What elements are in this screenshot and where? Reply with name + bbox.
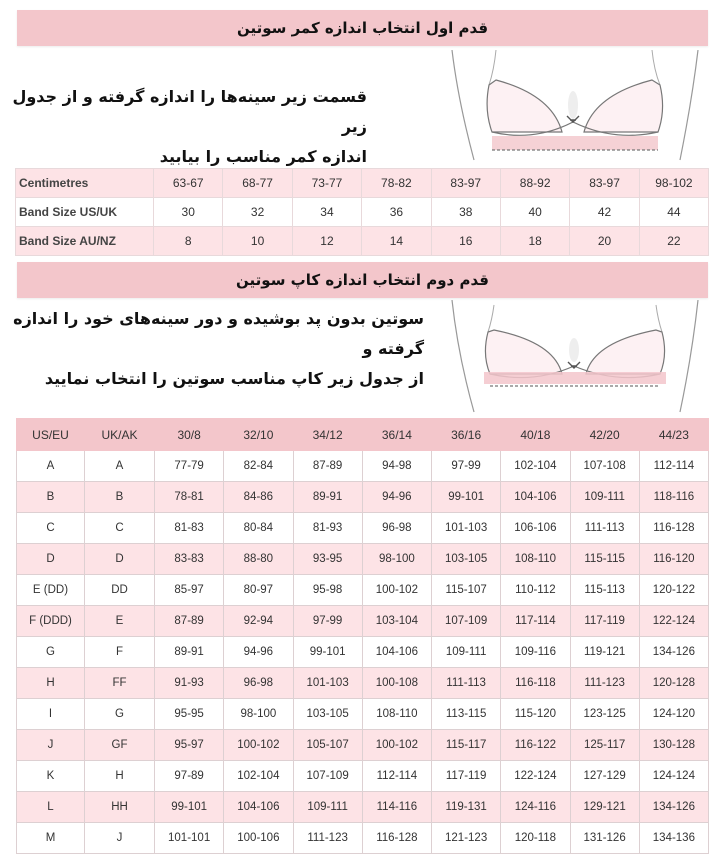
- band-cell: 32: [223, 198, 292, 227]
- cup-cell: 101-103: [432, 513, 501, 544]
- cup-cell: 125-117: [570, 730, 639, 761]
- cup-cell: 117-114: [501, 606, 570, 637]
- cup-cell: 87-89: [155, 606, 224, 637]
- cup-cell: 113-115: [432, 699, 501, 730]
- cup-cell: 87-89: [293, 451, 362, 482]
- cup-cell: 123-125: [570, 699, 639, 730]
- step2-line1: سوتین بدون پد بوشیده و دور سینه‌های خود را اندازه گرفته و: [13, 309, 424, 358]
- band-cell: 44: [639, 198, 708, 227]
- step2-line2: از جدول زیر کاپ مناسب سوتین را انتخاب نمایید: [44, 369, 424, 388]
- cup-cell: H: [85, 761, 155, 792]
- cup-cell: 100-102: [362, 730, 431, 761]
- cup-cell: 104-106: [224, 792, 293, 823]
- cup-column-header: 30/8: [155, 419, 224, 451]
- cup-cell: 83-83: [155, 544, 224, 575]
- cup-cell: E: [85, 606, 155, 637]
- cup-cell: 84-86: [224, 482, 293, 513]
- cup-cell: 101-103: [293, 668, 362, 699]
- cup-cell: K: [17, 761, 85, 792]
- cup-cell: F: [85, 637, 155, 668]
- cup-cell: 116-122: [501, 730, 570, 761]
- cup-cell: 116-128: [639, 513, 708, 544]
- band-cell: 40: [500, 198, 569, 227]
- cup-cell: 130-128: [639, 730, 708, 761]
- cup-cell: 131-126: [570, 823, 639, 854]
- band-cell: 73-77: [292, 169, 361, 198]
- band-table-row: [16, 169, 709, 198]
- cup-cell: 117-119: [570, 606, 639, 637]
- cup-cell: 80-97: [224, 575, 293, 606]
- cup-cell: 110-112: [501, 575, 570, 606]
- band-cell: 14: [362, 227, 431, 256]
- cup-cell: 97-99: [293, 606, 362, 637]
- cup-table-row: [17, 668, 709, 699]
- cup-cell: 104-106: [362, 637, 431, 668]
- cup-cell: 97-89: [155, 761, 224, 792]
- band-cell: 10: [223, 227, 292, 256]
- band-cell: 20: [570, 227, 639, 256]
- band-cell: 83-97: [570, 169, 639, 198]
- cup-cell: 115-107: [432, 575, 501, 606]
- cup-cell: 81-93: [293, 513, 362, 544]
- cup-cell: 80-84: [224, 513, 293, 544]
- cup-cell: 116-120: [639, 544, 708, 575]
- cup-cell: 102-104: [501, 451, 570, 482]
- cup-cell: 121-123: [432, 823, 501, 854]
- cup-table-row: [17, 513, 709, 544]
- band-row-label: Band Size US/UK: [16, 198, 154, 227]
- cup-cell: 116-128: [362, 823, 431, 854]
- cup-column-header: 40/18: [501, 419, 570, 451]
- cup-cell: 107-108: [570, 451, 639, 482]
- cup-cell: 98-100: [224, 699, 293, 730]
- cup-cell: 107-109: [432, 606, 501, 637]
- band-cell: 88-92: [500, 169, 569, 198]
- cup-cell: 95-95: [155, 699, 224, 730]
- cup-column-header: 36/16: [432, 419, 501, 451]
- cup-cell: 101-101: [155, 823, 224, 854]
- band-cell: 18: [500, 227, 569, 256]
- cup-cell: 77-79: [155, 451, 224, 482]
- band-cell: 8: [154, 227, 223, 256]
- cup-cell: 120-128: [639, 668, 708, 699]
- cup-cell: 94-98: [362, 451, 431, 482]
- cup-table-row: [17, 451, 709, 482]
- cup-cell: 115-120: [501, 699, 570, 730]
- cup-cell: 106-106: [501, 513, 570, 544]
- cup-cell: B: [17, 482, 85, 513]
- band-table-row: [16, 227, 709, 256]
- band-cell: 78-82: [362, 169, 431, 198]
- cup-cell: 124-120: [639, 699, 708, 730]
- cup-cell: J: [85, 823, 155, 854]
- cup-cell: F (DDD): [17, 606, 85, 637]
- step2-title-banner: [17, 262, 708, 298]
- band-cell: 63-67: [154, 169, 223, 198]
- band-cell: 12: [292, 227, 361, 256]
- band-table-row: [16, 198, 709, 227]
- cup-table-row: [17, 544, 709, 575]
- band-size-table: [15, 168, 709, 256]
- cup-cell: 92-94: [224, 606, 293, 637]
- band-cell: 68-77: [223, 169, 292, 198]
- cup-cell: L: [17, 792, 85, 823]
- band-cell: 42: [570, 198, 639, 227]
- cup-cell: B: [85, 482, 155, 513]
- cup-cell: 82-84: [224, 451, 293, 482]
- cup-cell: 105-107: [293, 730, 362, 761]
- cup-column-header: 32/10: [224, 419, 293, 451]
- cup-cell: 96-98: [224, 668, 293, 699]
- cup-cell: 91-93: [155, 668, 224, 699]
- step1-title: قدم اول انتخاب اندازه کمر سوتین: [236, 19, 489, 37]
- cup-cell: 109-111: [570, 482, 639, 513]
- cup-cell: 124-116: [501, 792, 570, 823]
- cup-cell: 115-117: [432, 730, 501, 761]
- cup-size-table: [16, 418, 709, 854]
- cup-cell: 89-91: [155, 637, 224, 668]
- cup-cell: 116-118: [501, 668, 570, 699]
- cup-column-header: 44/23: [639, 419, 708, 451]
- band-cell: 34: [292, 198, 361, 227]
- cup-cell: 111-113: [570, 513, 639, 544]
- cup-cell: 100-102: [224, 730, 293, 761]
- cup-cell: A: [85, 451, 155, 482]
- band-cell: 36: [362, 198, 431, 227]
- step1-line2: اندازه کمر مناسب را بیابید: [159, 147, 367, 166]
- band-row-label: Band Size AU/NZ: [16, 227, 154, 256]
- cup-cell: GF: [85, 730, 155, 761]
- band-row-label: Centimetres: [16, 169, 154, 198]
- cup-cell: E (DD): [17, 575, 85, 606]
- cup-cell: 122-124: [639, 606, 708, 637]
- cup-cell: 96-98: [362, 513, 431, 544]
- step1-title-banner: [17, 10, 708, 46]
- cup-column-header: UK/AK: [85, 419, 155, 451]
- cup-cell: 109-116: [501, 637, 570, 668]
- cup-cell: 94-96: [224, 637, 293, 668]
- cup-cell: J: [17, 730, 85, 761]
- cup-column-header: 36/14: [362, 419, 431, 451]
- cup-cell: 100-102: [362, 575, 431, 606]
- cup-cell: 127-129: [570, 761, 639, 792]
- cup-cell: 117-119: [432, 761, 501, 792]
- cup-cell: 115-113: [570, 575, 639, 606]
- cup-cell: 103-105: [432, 544, 501, 575]
- cup-cell: 97-99: [432, 451, 501, 482]
- band-cell: 30: [154, 198, 223, 227]
- cup-table-row: [17, 761, 709, 792]
- band-cell: 83-97: [431, 169, 500, 198]
- cup-cell: 112-114: [639, 451, 708, 482]
- cup-table-row: [17, 699, 709, 730]
- cup-cell: 109-111: [432, 637, 501, 668]
- cup-cell: G: [85, 699, 155, 730]
- step1-instructions: [7, 82, 367, 172]
- cup-cell: I: [17, 699, 85, 730]
- cup-cell: M: [17, 823, 85, 854]
- cup-cell: 112-114: [362, 761, 431, 792]
- step2-title: قدم دوم انتخاب اندازه کاپ سوتین: [236, 271, 489, 289]
- cup-cell: C: [85, 513, 155, 544]
- band-cell: 22: [639, 227, 708, 256]
- cup-cell: D: [85, 544, 155, 575]
- cup-cell: 95-97: [155, 730, 224, 761]
- step1-line1: قسمت زیر سینه‌ها را اندازه گرفته و از جدول زیر: [12, 87, 367, 136]
- cup-cell: 93-95: [293, 544, 362, 575]
- cup-cell: DD: [85, 575, 155, 606]
- band-cell: 16: [431, 227, 500, 256]
- step2-instructions: [4, 304, 424, 394]
- cup-cell: 129-121: [570, 792, 639, 823]
- cup-cell: 94-96: [362, 482, 431, 513]
- cup-cell: D: [17, 544, 85, 575]
- cup-cell: 120-122: [639, 575, 708, 606]
- cup-cell: 115-115: [570, 544, 639, 575]
- cup-cell: 103-104: [362, 606, 431, 637]
- cup-cell: C: [17, 513, 85, 544]
- cup-cell: 114-116: [362, 792, 431, 823]
- cup-cell: 122-124: [501, 761, 570, 792]
- cup-cell: 109-111: [293, 792, 362, 823]
- cup-table-row: [17, 792, 709, 823]
- cup-cell: HH: [85, 792, 155, 823]
- cup-column-header: 34/12: [293, 419, 362, 451]
- cup-cell: 111-113: [432, 668, 501, 699]
- cup-cell: 100-106: [224, 823, 293, 854]
- cup-cell: 108-110: [501, 544, 570, 575]
- cup-cell: 134-136: [639, 823, 708, 854]
- cup-cell: 119-121: [570, 637, 639, 668]
- cup-cell: 99-101: [432, 482, 501, 513]
- cup-cell: 134-126: [639, 792, 708, 823]
- cup-cell: 78-81: [155, 482, 224, 513]
- cup-cell: 111-123: [293, 823, 362, 854]
- cup-cell: 111-123: [570, 668, 639, 699]
- cup-cell: 102-104: [224, 761, 293, 792]
- cup-cell: 124-124: [639, 761, 708, 792]
- cup-table-row: [17, 606, 709, 637]
- band-cell: 98-102: [639, 169, 708, 198]
- cup-column-header: US/EU: [17, 419, 85, 451]
- cup-table-row: [17, 823, 709, 854]
- cup-cell: 134-126: [639, 637, 708, 668]
- cup-cell: 99-101: [155, 792, 224, 823]
- cup-cell: G: [17, 637, 85, 668]
- cup-cell: 88-80: [224, 544, 293, 575]
- cup-column-header: 42/20: [570, 419, 639, 451]
- cup-cell: FF: [85, 668, 155, 699]
- cup-cell: 118-116: [639, 482, 708, 513]
- cup-cell: 107-109: [293, 761, 362, 792]
- cup-cell: 100-108: [362, 668, 431, 699]
- cup-cell: 120-118: [501, 823, 570, 854]
- cup-cell: 103-105: [293, 699, 362, 730]
- cup-cell: 81-83: [155, 513, 224, 544]
- cup-table-row: [17, 482, 709, 513]
- cup-cell: 108-110: [362, 699, 431, 730]
- cup-cell: A: [17, 451, 85, 482]
- bust-bra-illustration: [444, 300, 706, 414]
- cup-cell: 99-101: [293, 637, 362, 668]
- cup-cell: 85-97: [155, 575, 224, 606]
- band-cell: 38: [431, 198, 500, 227]
- cup-table-row: [17, 730, 709, 761]
- cup-cell: 98-100: [362, 544, 431, 575]
- underbust-bra-illustration: [444, 50, 706, 162]
- cup-cell: 104-106: [501, 482, 570, 513]
- cup-cell: 95-98: [293, 575, 362, 606]
- cup-cell: 119-131: [432, 792, 501, 823]
- cup-table-row: [17, 637, 709, 668]
- cup-table-row: [17, 575, 709, 606]
- cup-cell: H: [17, 668, 85, 699]
- cup-cell: 89-91: [293, 482, 362, 513]
